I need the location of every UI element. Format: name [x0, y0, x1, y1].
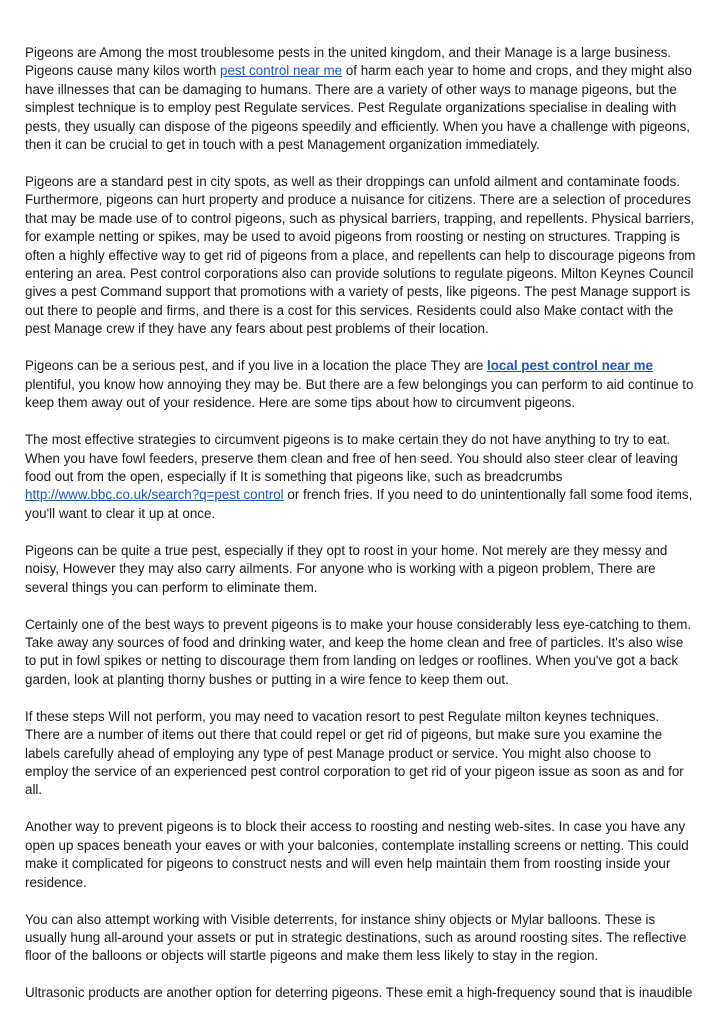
pest-control-near-me-link[interactable]: pest control near me [220, 63, 343, 79]
paragraph-5: Pigeons can be quite a true pest, especially if they opt to roost in your home. Not merely are they messy and noisy, However they may also carry ailments. For anyone who is working with a pigeon problem, There are several things you can perform to eliminate them. [25, 542, 668, 595]
paragraph-1 [25, 44, 697, 154]
paragraph-1-text-a: Pigeons are Among the most troublesome pests in the united kingdom, and their Manage is a large business. Pigeons cause many kilos worth [25, 45, 672, 79]
paragraph-4-text-a: The most effective strategies to circumvent pigeons is to make certain they do not have anything to try to eat. When you have fowl feeders, preserve them clean and free of hen seed. You should also steer clear of leaving food out from the open, especially if It is something that pigeons like, such as breadcrumbs [25, 432, 678, 484]
paragraph-4-text-b: or french fries. If you need to do unintentionally fall some food items, you'll want to clear it up at once. [25, 487, 693, 521]
paragraph-3-text-b: plentiful, you know how annoying they may be. But there are a few belongings you can perform to aid continue to keep them away out of your residence. Here are some tips about how to circumvent pigeons. [25, 376, 694, 411]
bbc-search-link[interactable]: http://www.bbc.co.uk/search?q=pest control [25, 487, 284, 503]
paragraph-6: Certainly one of the best ways to prevent pigeons is to make your house considerably less eye-catching to them. Take away any sources of food and drinking water, and keep the home clean and free of particles. It's also wise to put in fowl spikes or netting to discourage them from landing on ledges or rooflines. When you've got a back garden, look at planting thorny bushes or putting in a wire fence to keep them out. [25, 616, 692, 687]
paragraph-7: If these steps Will not perform, you may need to vacation resort to pest Regulate milton keynes techniques. There are a number of items out there that could repel or get rid of pigeons, but make sure you examine the labels carefully ahead of employing any type of pest Manage product or service. You might also choose to employ the service of an experienced pest control corporation to get rid of your pigeon issue as soon as and for all. [25, 708, 684, 798]
document-body [25, 44, 697, 1021]
paragraph-1-text-b: of harm each year to home and crops, and they might also have illnesses that can be damaging to humans. There are a variety of other ways to manage pigeons, but the simplest technique is to employ pest Regulate services. Pest Regulate organizations specialise in dealing with pests, they usually can dispose of the pigeons speedily and efficiently. When you have a challenge with pigeons, then it can be crucial to get in touch with a pest Management organization immediately. [25, 63, 692, 153]
paragraph-3-text-a: Pigeons can be a serious pest, and if you live in a location the place They are [25, 358, 488, 374]
paragraph-10: Ultrasonic products are another option for deterring pigeons. These emit a high-frequency sound that is inaudible [25, 985, 693, 1001]
local-pest-control-link[interactable]: local pest control near me [487, 358, 653, 374]
paragraph-9: You can also attempt working with Visible deterrents, for instance shiny objects or Mylar balloons. These is usually hung all-around your assets or put in strategic destinations, such as around roosting sites. The reflective floor of the balloons or objects will startle pigeons and make them less likely to stay in the region. [25, 911, 687, 964]
paragraph-4 [25, 431, 697, 523]
paragraph-8: Another way to prevent pigeons is to block their access to roosting and nesting web-sites. In case you have any open up spaces beneath your eaves or with your balconies, contemplate installing screens or netting. This could make it complicated for pigeons to construct nests and will even help maintain them from roosting inside your residence. [25, 819, 689, 890]
paragraph-3 [25, 357, 697, 412]
paragraph-2: Pigeons are a standard pest in city spots, as well as their droppings can unfold ailment and contaminate foods. Furthermore, pigeons can hurt property and produce a nuisance for citizens. There are a selection of procedures that may be made use of to control pigeons, such as physical barriers, trapping, and repellents. Physical barriers, for example netting or spikes, may be used to avoid pigeons from roosting or nesting on structures. Trapping is often a highly effective way to get rid of pigeons from a place, and repellents can help to discourage pigeons from entering an area. Pest control corporations also can provide solutions to regulate pigeons. Milton Keynes Council gives a pest Command support that promotions with a variety of pests, like pigeons. The pest Manage support is out there to people and firms, and there is a cost for this services. Residents could also Make contact with the pest Manage crew if they have any fears about pest problems of their location. [25, 174, 696, 337]
